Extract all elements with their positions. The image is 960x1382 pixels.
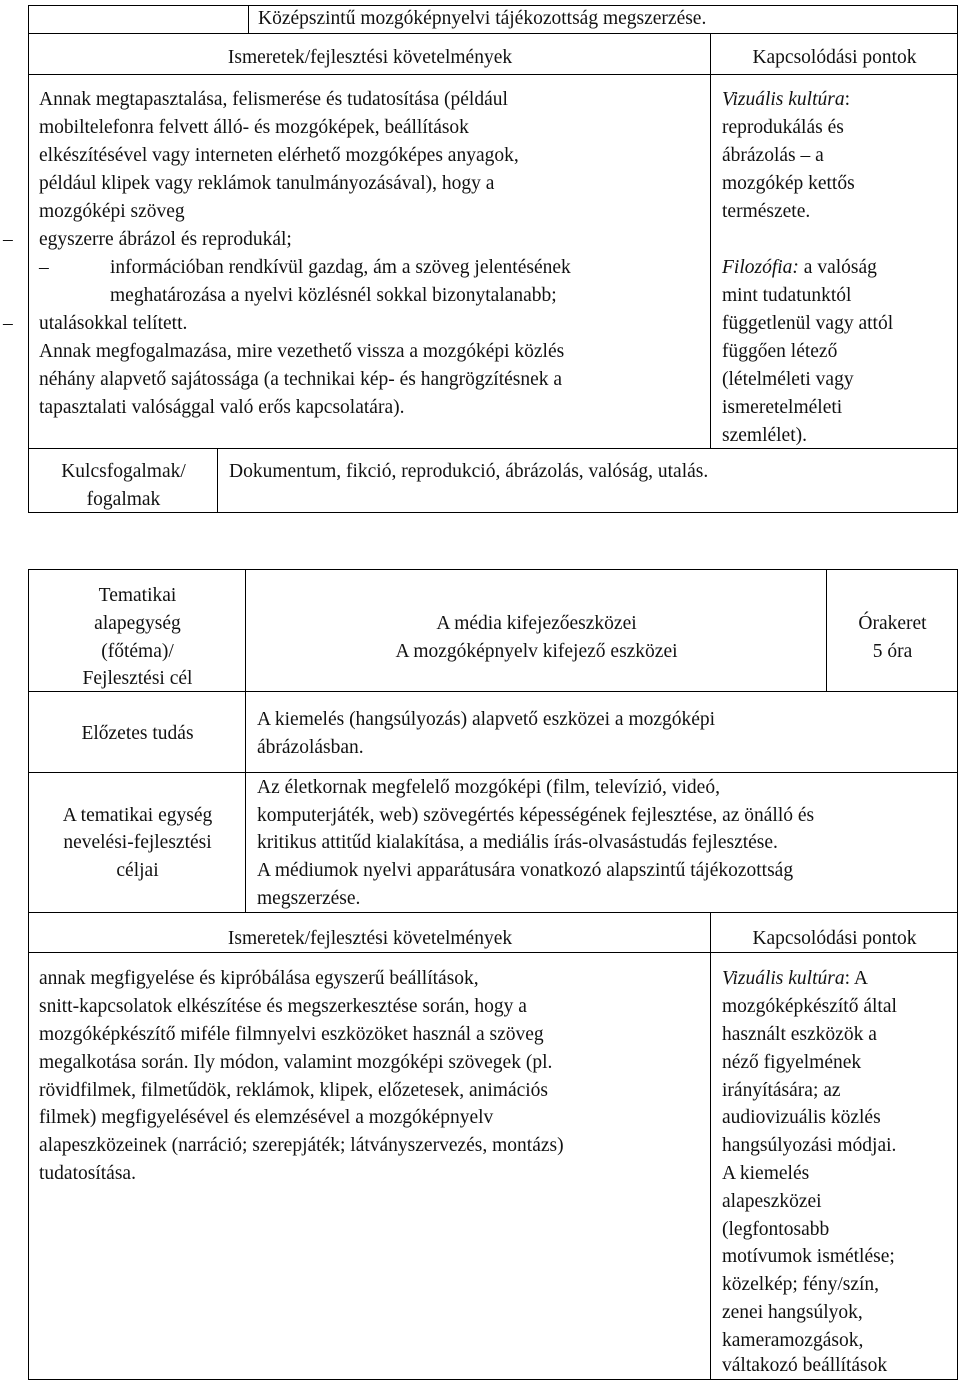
prior-knowledge-line: ábrázolásban. [257,737,364,758]
goals-line: megszerzése. [257,888,361,909]
connection-line: motívumok ismétlése; [722,1246,895,1267]
requirements-line: filmek) megfigyelésével és elemzésével a mozgóképnyelv [39,1107,494,1128]
table-border [957,5,958,513]
requirements-line: annak megfigyelése és kipróbálása egyszerű beállítások, [39,968,479,989]
requirements-line: snitt-kapcsolatok elkészítése és megszerkesztése során, hogy a [39,996,527,1017]
requirements-line: elkészítésével vagy interneten elérhető mozgóképes anyagok, [39,145,519,166]
requirements-line: megalkotása során. Ily módon, valamint mozgóképi szövegek (pl. [39,1052,553,1073]
theme-title: A média kifejezőeszközei [436,613,637,634]
top-goal-line: Középszintű mozgóképnyelvi tájékozottság megszerzése. [258,8,707,29]
connection-line: audiovizuális közlés [722,1107,881,1128]
goals-label: A tematikai egység [62,805,213,826]
goals-line: kritikus attitűd kialakítása, a mediális írás-olvasástudás fejlesztése. [257,832,778,853]
connection-visual-culture: Vizuális kultúra: [722,89,851,110]
requirements-header: Ismeretek/fejlesztési követelmények [227,928,513,949]
table-border [28,74,958,75]
goals-line: Az életkornak megfelelő mozgóképi (film, televízió, videó, [257,777,720,798]
table-border [28,912,958,913]
table-border [826,569,827,691]
goals-line: A médiumok nyelvi apparátusára vonatkozó alapszintű tájékozottság [257,860,794,881]
connection-line: reprodukálás és [722,117,844,138]
table-border [28,448,958,449]
prior-knowledge-line: A kiemelés (hangsúlyozás) alapvető eszközei a mozgóképi [257,709,716,730]
connection-line: hangsúlyozási módjai. [722,1135,897,1156]
key-concepts-label: fogalmak [86,489,161,510]
theme-label: Tematikai [98,585,177,606]
table-border [28,569,958,570]
table-border [28,5,29,513]
table-border [245,569,246,912]
prior-knowledge-label: Előzetes tudás [81,723,194,744]
requirements-line: néhány alapvető sajátossága (a technikai kép- és hangrögzítésnek a [39,369,563,390]
requirements-line: mozgóképi szöveg [39,201,185,222]
table-border [710,33,711,448]
requirements-header: Ismeretek/fejlesztési követelmények [227,47,513,68]
connection-line: ábrázolás – a [722,145,824,166]
connections-header: Kapcsolódási pontok [752,47,917,68]
table-border [217,448,218,512]
table-border [28,772,958,773]
theme-label: (főtéma)/ [101,641,174,662]
requirements-line: rövidfilmek, filmetűdök, reklámok, klipek, előzetesek, animációs [39,1080,549,1101]
requirements-line: utalásokkal telített. [39,313,188,334]
requirements-line: egyszerre ábrázol és reprodukál; [39,229,292,250]
theme-subtitle: A mozgóképnyelv kifejező eszközei [395,641,678,662]
connection-line: kameramozgások, [722,1330,864,1351]
connection-line: irányítására; az [722,1080,841,1101]
table-border [710,912,711,1379]
connection-line: alapeszközei [722,1191,822,1212]
connection-visual-culture: Vizuális kultúra: A [722,968,868,989]
connection-line: A kiemelés [722,1163,810,1184]
requirements-line: mobiltelefonra felvett álló- és mozgóképek, beállítások [39,117,469,138]
goals-line: komputerjáték, web) szövegértés képességének fejlesztése, az önálló és [257,805,815,826]
list-dash: – [3,229,13,250]
requirements-line: Annak megfogalmazása, mire vezethető vissza a mozgóképi közlés [39,341,565,362]
connection-line: mozgóképkészítő által [722,996,897,1017]
connection-line: zenei hangsúlyok, [722,1302,863,1323]
requirements-line: információban rendkívül gazdag, ám a szöveg jelentésének [110,257,571,278]
connections-header: Kapcsolódási pontok [752,928,917,949]
requirements-line: Annak megtapasztalása, felismerése és tudatosítása (például [39,89,508,110]
requirements-line: tapasztalati valósággal való erős kapcsolatára). [39,397,405,418]
subject-label: Filozófia: [722,257,799,278]
requirements-line: tudatosítása. [39,1163,136,1184]
connection-line: néző figyelmének [722,1052,862,1073]
connection-line: (legfontosabb [722,1219,830,1240]
connection-line: függően létező [722,341,838,362]
requirements-line: például klipek vagy reklámok tanulmányozásával), hogy a [39,173,495,194]
connection-line: természete. [722,201,811,222]
connection-line: váltakozó beállítások [722,1355,888,1376]
connection-line: használt eszközök a [722,1024,877,1045]
list-dash: – [39,257,49,278]
connection-line: (lételméleti vagy [722,369,854,390]
table-border [28,569,29,1380]
theme-label: Fejlesztési cél [82,668,193,689]
connection-line: közelkép; fény/szín, [722,1274,880,1295]
connection-line: függetlenül vagy attól [722,313,894,334]
requirements-line: alapeszközeinek (narráció; szerepjáték; látványszervezés, montázs) [39,1135,564,1156]
connection-line: ismeretelméleti [722,397,843,418]
connection-line: mozgókép kettős [722,173,855,194]
list-dash: – [3,313,13,334]
key-concepts-label: Kulcsfogalmak/ [61,461,186,482]
theme-label: alapegység [94,613,181,634]
connection-line: mint tudatunktól [722,285,852,306]
goals-label: nevelési-fejlesztési [63,832,212,853]
subject-label: Vizuális kultúra [722,89,845,110]
hours-value: 5 óra [872,641,913,662]
hours-label: Órakeret [858,613,927,634]
table-border [248,5,249,33]
key-concepts-text: Dokumentum, fikció, reprodukció, ábrázolás, valóság, utalás. [229,461,709,482]
connection-philosophy: Filozófia: a valóság [722,257,877,278]
requirements-line: mozgóképkészítő miféle filmnyelvi eszközöket használ a szöveg [39,1024,544,1045]
requirements-line: meghatározása a nyelvi közlésnél sokkal bizonytalanabb; [110,285,557,306]
table-border [28,33,958,34]
table-border [957,569,958,1380]
subject-label: Vizuális kultúra [722,968,845,989]
goals-label: céljai [116,860,159,881]
connection-line: szemlélet). [722,425,807,446]
